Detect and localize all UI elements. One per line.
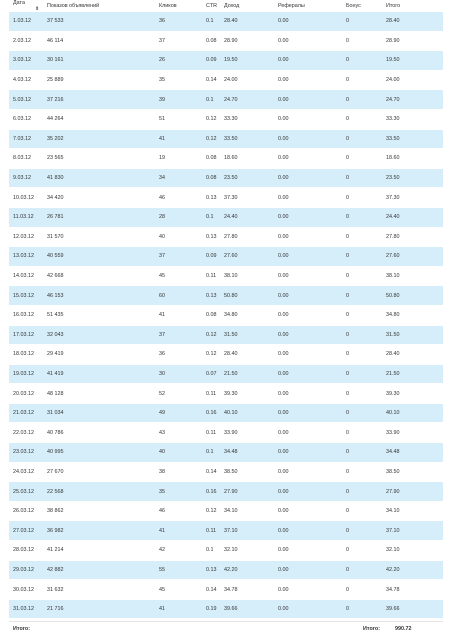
table-header — [9, 0, 443, 12]
totals-label-right: Итого: — [363, 626, 380, 633]
cell-bonus: 0 — [342, 423, 382, 443]
cell-bonus: 0 — [342, 109, 382, 129]
cell-income: 27.60 — [220, 247, 274, 267]
cell-clicks: 36 — [155, 345, 202, 365]
column-header-bonus[interactable]: Бонус — [346, 3, 361, 9]
cell-referrals: 0.00 — [274, 521, 342, 541]
stats-table-container — [9, 0, 443, 636]
cell-clicks: 37 — [155, 325, 202, 345]
cell-ctr: 0.11 — [202, 266, 220, 286]
cell-ctr: 0.14 — [202, 70, 220, 90]
cell-bonus: 0 — [342, 462, 382, 482]
cell-income: 34.48 — [220, 443, 274, 463]
cell-bonus: 0 — [342, 12, 382, 31]
cell-referrals: 0.00 — [274, 599, 342, 619]
cell-ctr: 0.12 — [202, 325, 220, 345]
cell-date: 25.03.12 — [9, 482, 43, 502]
cell-impressions: 41 419 — [43, 364, 155, 384]
cell-bonus: 0 — [342, 149, 382, 169]
cell-impressions: 32 043 — [43, 325, 155, 345]
table-row — [9, 70, 443, 90]
cell-referrals: 0.00 — [274, 305, 342, 325]
cell-clicks: 34 — [155, 168, 202, 188]
cell-clicks: 35 — [155, 70, 202, 90]
cell-impressions: 34 420 — [43, 188, 155, 208]
cell-clicks: 52 — [155, 384, 202, 404]
table-row — [9, 207, 443, 227]
table-row — [9, 521, 443, 541]
column-header-ctr[interactable]: CTR — [206, 3, 218, 9]
cell-ctr: 0.09 — [202, 247, 220, 267]
cell-referrals: 0.00 — [274, 149, 342, 169]
column-header-referrals[interactable]: Рефералы — [278, 3, 305, 9]
cell-ctr: 0.13 — [202, 227, 220, 247]
cell-bonus: 0 — [342, 70, 382, 90]
cell-clicks: 49 — [155, 403, 202, 423]
cell-income: 23.50 — [220, 168, 274, 188]
cell-date: 20.03.12 — [9, 384, 43, 404]
table-row — [9, 51, 443, 71]
cell-impressions: 31 034 — [43, 403, 155, 423]
table-row — [9, 345, 443, 365]
cell-bonus: 0 — [342, 207, 382, 227]
cell-bonus: 0 — [342, 31, 382, 51]
cell-ctr: 0.1 — [202, 443, 220, 463]
cell-referrals: 0.00 — [274, 560, 342, 580]
cell-bonus: 0 — [342, 325, 382, 345]
cell-total: 27.90 — [382, 482, 443, 502]
cell-referrals: 0.00 — [274, 168, 342, 188]
cell-ctr: 0.14 — [202, 462, 220, 482]
table-row — [9, 12, 443, 31]
cell-income: 37.30 — [220, 188, 274, 208]
cell-impressions: 31 570 — [43, 227, 155, 247]
cell-income: 24.70 — [220, 90, 274, 110]
cell-date: 10.03.12 — [9, 188, 43, 208]
cell-income: 24.40 — [220, 207, 274, 227]
cell-impressions: 38 862 — [43, 501, 155, 521]
cell-bonus: 0 — [342, 129, 382, 149]
cell-income: 28.40 — [220, 345, 274, 365]
cell-clicks: 39 — [155, 90, 202, 110]
cell-ctr: 0.13 — [202, 560, 220, 580]
table-body — [9, 12, 443, 619]
cell-date: 31.03.12 — [9, 599, 43, 619]
cell-total: 19.50 — [382, 51, 443, 71]
cell-date: 8.03.12 — [9, 149, 43, 169]
cell-ctr: 0.1 — [202, 90, 220, 110]
cell-referrals: 0.00 — [274, 188, 342, 208]
cell-referrals: 0.00 — [274, 580, 342, 600]
table-row — [9, 266, 443, 286]
cell-referrals: 0.00 — [274, 403, 342, 423]
cell-bonus: 0 — [342, 521, 382, 541]
cell-referrals: 0.00 — [274, 247, 342, 267]
totals-row — [9, 621, 443, 636]
cell-date: 1.03.12 — [9, 12, 43, 31]
cell-total: 34.80 — [382, 305, 443, 325]
cell-impressions: 36 982 — [43, 521, 155, 541]
table-row — [9, 227, 443, 247]
cell-ctr: 0.11 — [202, 423, 220, 443]
cell-date: 13.03.12 — [9, 247, 43, 267]
column-header-income[interactable]: Доход — [224, 3, 240, 9]
stats-table — [9, 0, 443, 619]
cell-date: 3.03.12 — [9, 51, 43, 71]
cell-referrals: 0.00 — [274, 384, 342, 404]
cell-impressions: 37 533 — [43, 12, 155, 31]
column-header-date[interactable] — [9, 0, 43, 12]
table-row — [9, 305, 443, 325]
cell-ctr: 0.12 — [202, 109, 220, 129]
cell-referrals: 0.00 — [274, 325, 342, 345]
totals-value: 990.72 — [395, 626, 412, 633]
cell-ctr: 0.1 — [202, 207, 220, 227]
cell-total: 34.48 — [382, 443, 443, 463]
cell-referrals: 0.00 — [274, 482, 342, 502]
cell-clicks: 41 — [155, 521, 202, 541]
cell-bonus: 0 — [342, 305, 382, 325]
cell-ctr: 0.07 — [202, 364, 220, 384]
cell-income: 50.80 — [220, 286, 274, 306]
cell-income: 40.10 — [220, 403, 274, 423]
cell-bonus: 0 — [342, 188, 382, 208]
cell-bonus: 0 — [342, 168, 382, 188]
cell-impressions: 41 830 — [43, 168, 155, 188]
cell-bonus: 0 — [342, 364, 382, 384]
cell-bonus: 0 — [342, 560, 382, 580]
cell-ctr: 0.19 — [202, 599, 220, 619]
table-row — [9, 482, 443, 502]
table-row — [9, 403, 443, 423]
cell-date: 4.03.12 — [9, 70, 43, 90]
cell-total: 31.50 — [382, 325, 443, 345]
cell-total: 40.10 — [382, 403, 443, 423]
table-row — [9, 247, 443, 267]
table-row — [9, 168, 443, 188]
cell-ctr: 0.13 — [202, 188, 220, 208]
table-row — [9, 325, 443, 345]
cell-income: 42.20 — [220, 560, 274, 580]
cell-ctr: 0.08 — [202, 149, 220, 169]
cell-ctr: 0.08 — [202, 168, 220, 188]
cell-referrals: 0.00 — [274, 70, 342, 90]
cell-clicks: 60 — [155, 286, 202, 306]
cell-clicks: 38 — [155, 462, 202, 482]
cell-referrals: 0.00 — [274, 109, 342, 129]
cell-date: 15.03.12 — [9, 286, 43, 306]
cell-total: 23.50 — [382, 168, 443, 188]
table-row — [9, 31, 443, 51]
cell-date: 21.03.12 — [9, 403, 43, 423]
cell-income: 31.50 — [220, 325, 274, 345]
cell-date: 16.03.12 — [9, 305, 43, 325]
cell-total: 42.20 — [382, 560, 443, 580]
cell-impressions: 42 882 — [43, 560, 155, 580]
cell-income: 34.78 — [220, 580, 274, 600]
cell-total: 37.30 — [382, 188, 443, 208]
cell-impressions: 46 114 — [43, 31, 155, 51]
cell-income: 38.10 — [220, 266, 274, 286]
cell-bonus: 0 — [342, 482, 382, 502]
cell-ctr: 0.12 — [202, 129, 220, 149]
cell-income: 39.66 — [220, 599, 274, 619]
table-row — [9, 462, 443, 482]
cell-clicks: 45 — [155, 580, 202, 600]
cell-bonus: 0 — [342, 247, 382, 267]
cell-clicks: 51 — [155, 109, 202, 129]
cell-date: 9.03.12 — [9, 168, 43, 188]
cell-income: 33.50 — [220, 129, 274, 149]
cell-ctr: 0.1 — [202, 12, 220, 31]
cell-clicks: 36 — [155, 12, 202, 31]
cell-total: 28.90 — [382, 31, 443, 51]
cell-clicks: 37 — [155, 247, 202, 267]
cell-date: 5.03.12 — [9, 90, 43, 110]
table-row — [9, 580, 443, 600]
cell-clicks: 30 — [155, 364, 202, 384]
cell-clicks: 41 — [155, 305, 202, 325]
cell-impressions: 26 781 — [43, 207, 155, 227]
cell-clicks: 46 — [155, 188, 202, 208]
column-header-date-label: Дата — [13, 0, 25, 6]
cell-impressions: 42 668 — [43, 266, 155, 286]
cell-impressions: 30 161 — [43, 51, 155, 71]
cell-ctr: 0.11 — [202, 384, 220, 404]
cell-income: 34.10 — [220, 501, 274, 521]
cell-clicks: 43 — [155, 423, 202, 443]
cell-bonus: 0 — [342, 266, 382, 286]
table-row — [9, 129, 443, 149]
cell-income: 32.10 — [220, 541, 274, 561]
cell-clicks: 37 — [155, 31, 202, 51]
cell-impressions: 40 995 — [43, 443, 155, 463]
cell-income: 27.90 — [220, 482, 274, 502]
cell-impressions: 37 216 — [43, 90, 155, 110]
cell-date: 18.03.12 — [9, 345, 43, 365]
cell-ctr: 0.1 — [202, 541, 220, 561]
cell-impressions: 40 786 — [43, 423, 155, 443]
cell-total: 24.00 — [382, 70, 443, 90]
cell-clicks: 45 — [155, 266, 202, 286]
cell-referrals: 0.00 — [274, 12, 342, 31]
column-header-impressions[interactable]: Показов объявлений — [47, 3, 100, 9]
cell-total: 38.10 — [382, 266, 443, 286]
cell-income: 39.30 — [220, 384, 274, 404]
cell-bonus: 0 — [342, 345, 382, 365]
cell-income: 19.50 — [220, 51, 274, 71]
cell-total: 39.30 — [382, 384, 443, 404]
cell-impressions: 41 214 — [43, 541, 155, 561]
cell-ctr: 0.12 — [202, 501, 220, 521]
cell-income: 21.50 — [220, 364, 274, 384]
cell-total: 28.40 — [382, 12, 443, 31]
cell-date: 26.03.12 — [9, 501, 43, 521]
cell-date: 12.03.12 — [9, 227, 43, 247]
cell-ctr: 0.08 — [202, 305, 220, 325]
cell-referrals: 0.00 — [274, 227, 342, 247]
cell-referrals: 0.00 — [274, 423, 342, 443]
cell-impressions: 29 419 — [43, 345, 155, 365]
table-row — [9, 560, 443, 580]
cell-impressions: 44 264 — [43, 109, 155, 129]
cell-income: 34.80 — [220, 305, 274, 325]
cell-total: 33.30 — [382, 109, 443, 129]
cell-referrals: 0.00 — [274, 443, 342, 463]
cell-impressions: 25 889 — [43, 70, 155, 90]
cell-clicks: 46 — [155, 501, 202, 521]
cell-impressions: 21 716 — [43, 599, 155, 619]
cell-date: 24.03.12 — [9, 462, 43, 482]
cell-date: 17.03.12 — [9, 325, 43, 345]
cell-referrals: 0.00 — [274, 207, 342, 227]
cell-bonus: 0 — [342, 599, 382, 619]
cell-clicks: 41 — [155, 599, 202, 619]
cell-bonus: 0 — [342, 90, 382, 110]
cell-date: 22.03.12 — [9, 423, 43, 443]
cell-bonus: 0 — [342, 403, 382, 423]
cell-referrals: 0.00 — [274, 345, 342, 365]
cell-referrals: 0.00 — [274, 364, 342, 384]
cell-clicks: 41 — [155, 129, 202, 149]
cell-income: 28.40 — [220, 12, 274, 31]
cell-total: 18.60 — [382, 149, 443, 169]
cell-total: 21.50 — [382, 364, 443, 384]
cell-income: 38.50 — [220, 462, 274, 482]
cell-total: 50.80 — [382, 286, 443, 306]
table-row — [9, 443, 443, 463]
cell-referrals: 0.00 — [274, 31, 342, 51]
totals-label: Итого: — [13, 626, 30, 633]
cell-date: 6.03.12 — [9, 109, 43, 129]
cell-bonus: 0 — [342, 227, 382, 247]
cell-total: 39.66 — [382, 599, 443, 619]
cell-ctr: 0.12 — [202, 345, 220, 365]
cell-total: 33.90 — [382, 423, 443, 443]
cell-income: 28.90 — [220, 31, 274, 51]
cell-date: 2.03.12 — [9, 31, 43, 51]
cell-date: 23.03.12 — [9, 443, 43, 463]
column-header-total[interactable]: Итого — [386, 3, 401, 9]
cell-ctr: 0.14 — [202, 580, 220, 600]
cell-income: 18.60 — [220, 149, 274, 169]
cell-income: 37.10 — [220, 521, 274, 541]
cell-total: 32.10 — [382, 541, 443, 561]
cell-impressions: 22 568 — [43, 482, 155, 502]
cell-total: 27.60 — [382, 247, 443, 267]
cell-impressions: 35 202 — [43, 129, 155, 149]
cell-total: 34.10 — [382, 501, 443, 521]
table-row — [9, 423, 443, 443]
cell-clicks: 40 — [155, 227, 202, 247]
table-row — [9, 364, 443, 384]
cell-total: 34.78 — [382, 580, 443, 600]
cell-total: 38.50 — [382, 462, 443, 482]
cell-ctr: 0.16 — [202, 403, 220, 423]
cell-income: 33.90 — [220, 423, 274, 443]
cell-bonus: 0 — [342, 501, 382, 521]
cell-clicks: 40 — [155, 443, 202, 463]
sort-arrows-icon[interactable]: ⬍ — [35, 6, 40, 12]
cell-date: 19.03.12 — [9, 364, 43, 384]
cell-total: 24.70 — [382, 90, 443, 110]
cell-clicks: 35 — [155, 482, 202, 502]
cell-bonus: 0 — [342, 384, 382, 404]
cell-impressions: 48 128 — [43, 384, 155, 404]
cell-referrals: 0.00 — [274, 129, 342, 149]
cell-date: 7.03.12 — [9, 129, 43, 149]
table-row — [9, 90, 443, 110]
cell-impressions: 23 565 — [43, 149, 155, 169]
cell-impressions: 27 670 — [43, 462, 155, 482]
column-header-clicks[interactable]: Кликов — [159, 3, 177, 9]
cell-referrals: 0.00 — [274, 462, 342, 482]
table-row — [9, 501, 443, 521]
cell-clicks: 28 — [155, 207, 202, 227]
table-row — [9, 286, 443, 306]
cell-bonus: 0 — [342, 580, 382, 600]
cell-total: 37.10 — [382, 521, 443, 541]
cell-impressions: 46 153 — [43, 286, 155, 306]
table-row — [9, 188, 443, 208]
cell-date: 11.03.12 — [9, 207, 43, 227]
cell-clicks: 55 — [155, 560, 202, 580]
cell-ctr: 0.08 — [202, 31, 220, 51]
cell-date: 28.03.12 — [9, 541, 43, 561]
cell-referrals: 0.00 — [274, 266, 342, 286]
cell-total: 24.40 — [382, 207, 443, 227]
cell-referrals: 0.00 — [274, 90, 342, 110]
cell-ctr: 0.09 — [202, 51, 220, 71]
cell-bonus: 0 — [342, 286, 382, 306]
cell-total: 27.80 — [382, 227, 443, 247]
cell-bonus: 0 — [342, 443, 382, 463]
cell-date: 29.03.12 — [9, 560, 43, 580]
cell-ctr: 0.16 — [202, 482, 220, 502]
cell-income: 24.00 — [220, 70, 274, 90]
cell-referrals: 0.00 — [274, 541, 342, 561]
cell-date: 27.03.12 — [9, 521, 43, 541]
table-row — [9, 599, 443, 619]
cell-ctr: 0.13 — [202, 286, 220, 306]
cell-impressions: 40 559 — [43, 247, 155, 267]
table-row — [9, 149, 443, 169]
cell-clicks: 42 — [155, 541, 202, 561]
cell-impressions: 31 632 — [43, 580, 155, 600]
cell-clicks: 26 — [155, 51, 202, 71]
cell-date: 14.03.12 — [9, 266, 43, 286]
cell-date: 30.03.12 — [9, 580, 43, 600]
table-row — [9, 109, 443, 129]
table-row — [9, 541, 443, 561]
cell-ctr: 0.11 — [202, 521, 220, 541]
cell-referrals: 0.00 — [274, 51, 342, 71]
cell-total: 28.40 — [382, 345, 443, 365]
cell-total: 33.50 — [382, 129, 443, 149]
cell-income: 27.80 — [220, 227, 274, 247]
cell-referrals: 0.00 — [274, 286, 342, 306]
cell-bonus: 0 — [342, 51, 382, 71]
cell-referrals: 0.00 — [274, 501, 342, 521]
cell-income: 33.30 — [220, 109, 274, 129]
table-row — [9, 384, 443, 404]
cell-clicks: 19 — [155, 149, 202, 169]
cell-bonus: 0 — [342, 541, 382, 561]
cell-impressions: 51 435 — [43, 305, 155, 325]
